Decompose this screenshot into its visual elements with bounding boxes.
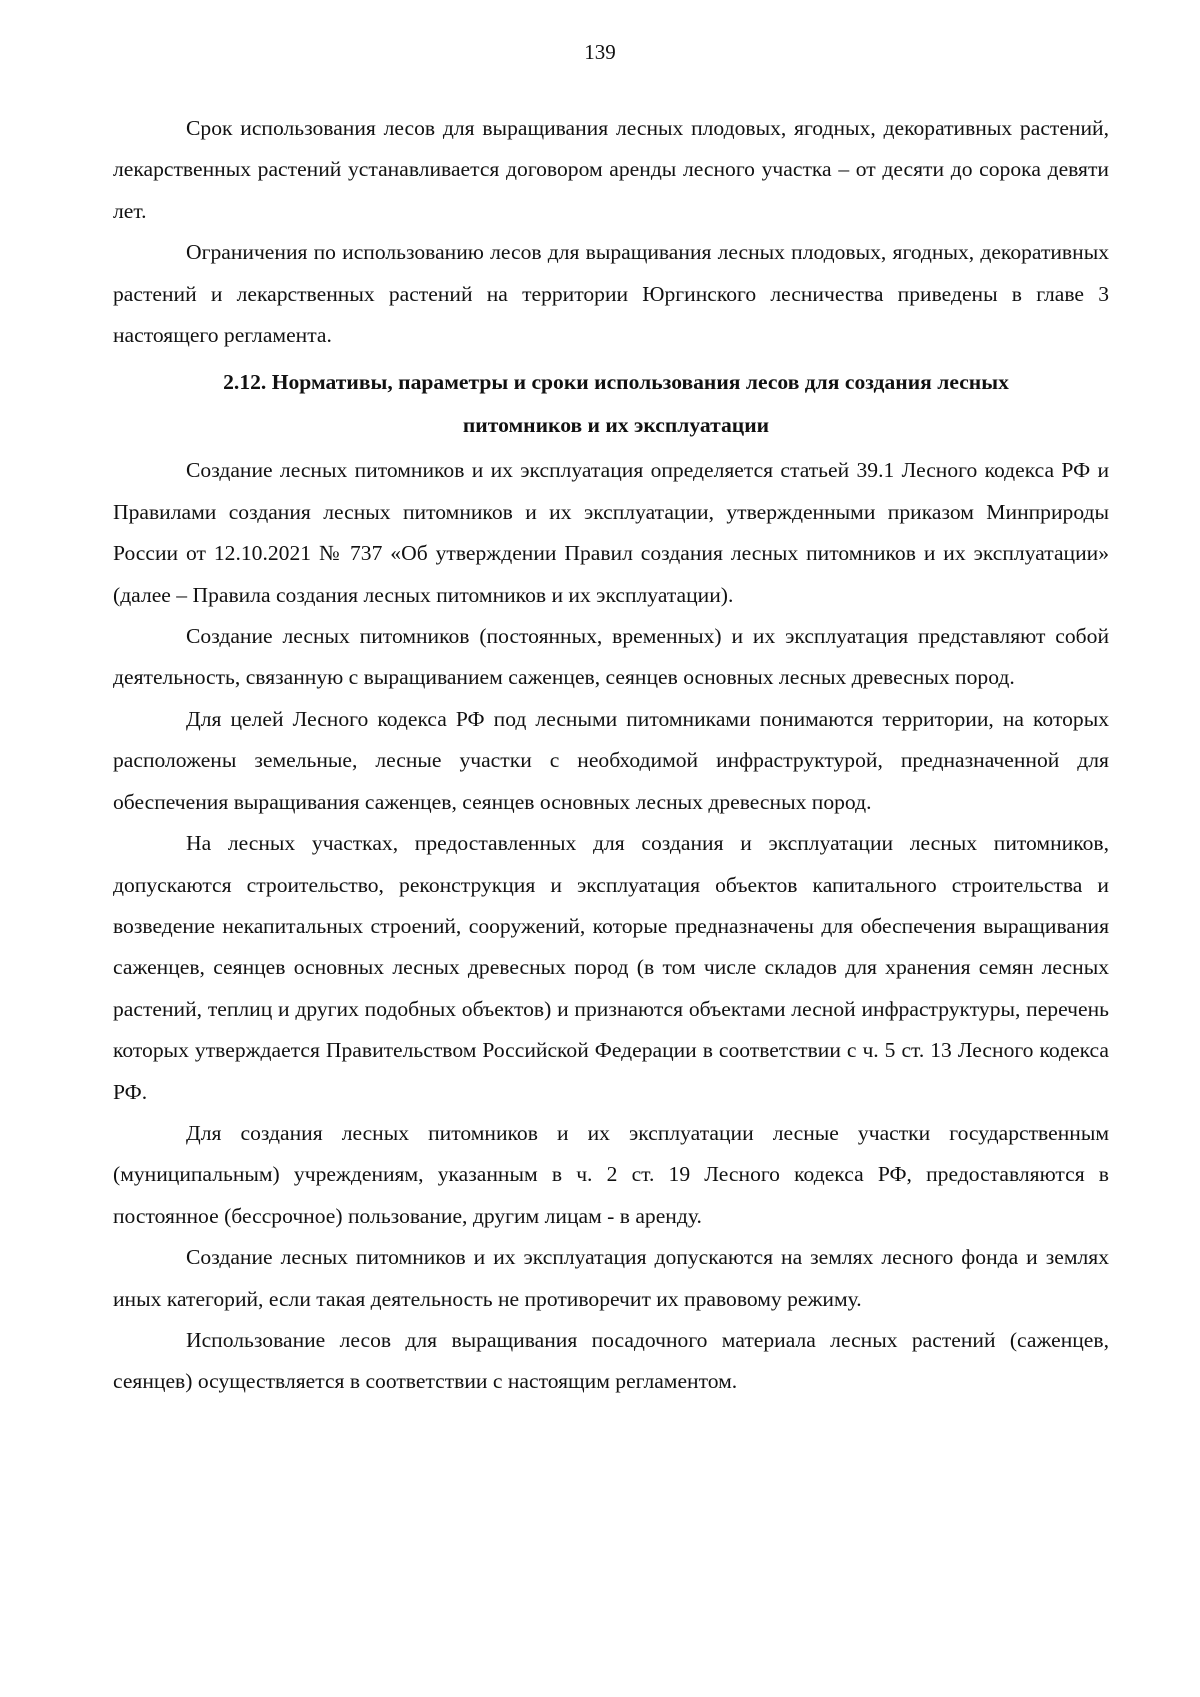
paragraph-land-categories: Создание лесных питомников и их эксплуатация допускаются на землях лесного фонда и землях иных категорий, если такая деятельность не противоречит их правовому режиму. xyxy=(113,1245,1109,1311)
section-heading xyxy=(113,356,1109,450)
paragraph-nursery-definition: Для целей Лесного кодекса РФ под лесными питомниками понимаются территории, на которых расположены земельные, лесные участки с необходимой инфраструктурой, предназначенной для обеспечения выращивания саженцев, сеянцев основных лесных древесных пород. xyxy=(113,706,1109,814)
paragraph-infrastructure: На лесных участках, предоставленных для создания и эксплуатации лесных питомников, допускаются строительство, реконструкция и эксплуатация объектов капитального строительства и возведение некапитальных строений, сооружений, которые предназначены для обеспечения выращивания саженцев, сеянцев основных лесных древесных пород (в том числе складов для хранения семян лесных растений, теплиц и других подобных объектов) и признаются объектами лесной инфраструктуры, перечень которых утверждается Правительством Российской Федерации в соответствии с ч. 5 ст. 13 Лесного кодекса РФ. xyxy=(113,831,1109,1104)
paragraph-nursery-creation: Создание лесных питомников и их эксплуатация определяется статьей 39.1 Лесного кодекса РФ и Правилами создания лесных питомников и их эксплуатации, утвержденными приказом Минприроды России от 12.10.2021 № 737 «Об утверждении Правил создания лесных питомников и их эксплуатации» (далее – Правила создания лесных питомников и их эксплуатации). xyxy=(113,458,1109,607)
paragraph-nursery-activity: Создание лесных питомников (постоянных, временных) и их эксплуатация представляют собой деятельность, связанную с выращиванием саженцев, сеянцев основных лесных древесных пород. xyxy=(113,624,1109,690)
paragraph-land-provision: Для создания лесных питомников и их эксплуатации лесные участки государственным (муниципальным) учреждениям, указанным в ч. 2 ст. 19 Лесного кодекса РФ, предоставляются в постоянное (бессрочное) пользование, другим лицам - в аренду. xyxy=(113,1120,1109,1228)
paragraph-lease-term: Срок использования лесов для выращивания лесных плодовых, ягодных, декоративных растений, лекарственных растений устанавливается договором аренды лесного участка – от десяти до сорока девяти лет. xyxy=(113,116,1109,223)
section-heading-line-2: питомников и их эксплуатации xyxy=(462,413,770,438)
document-body xyxy=(113,108,1109,1403)
paragraph-planting-material: Использование лесов для выращивания посадочного материала лесных растений (саженцев, сеянцев) осуществляется в соответствии с настоящим регламентом. xyxy=(113,1327,1109,1394)
page-number: 139 xyxy=(584,40,616,64)
section-heading-line-1: 2.12. Нормативы, параметры и сроки использования лесов для создания лесных xyxy=(223,370,1009,395)
paragraph-restrictions: Ограничения по использованию лесов для выращивания лесных плодовых, ягодных, декоративных растений и лекарственных растений на территории Юргинского лесничества приведены в главе 3 настоящего регламента. xyxy=(113,240,1109,348)
